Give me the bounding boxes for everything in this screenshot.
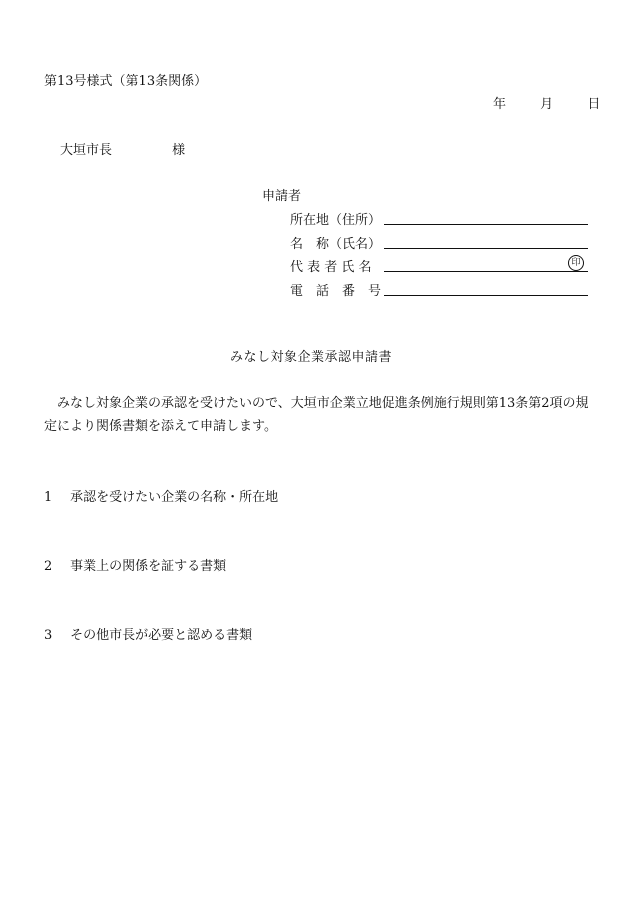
list-item [44,555,226,574]
body-text [44,392,594,438]
item-number: 2 [44,559,53,574]
item-text: 承認を受けたい企業の名称・所在地 [70,490,279,505]
field-address-label: 所在地（住所） [290,213,382,228]
field-address [290,209,384,228]
field-representative [290,256,581,275]
form-number: 第13号様式（第13条関係） [44,74,208,89]
date-line [493,93,600,112]
body-paragraph: みなし対象企業の承認を受けたいので、大垣市企業立地促進条例施行規則第13条第2項の規定により関係書類を添えて申請します。 [44,396,589,434]
field-name-line[interactable] [384,248,588,249]
list-item [44,486,278,505]
date-month: 月 [540,97,554,112]
addressee-name: 大垣市長 [60,143,113,158]
field-name [290,233,384,252]
seal-mark: 印 [568,255,584,271]
field-representative-label: 代 表 者 氏 名 [290,260,372,275]
list-item [44,624,252,643]
item-number: 1 [44,490,53,505]
field-phone-line[interactable] [384,295,588,296]
applicant-label: 申請者 [262,189,302,204]
addressee [60,139,185,158]
field-name-label: 名 称（氏名） [290,237,382,252]
field-representative-line[interactable] [384,271,588,272]
field-phone-label: 電 話 番 号 [290,284,382,299]
item-number: 3 [44,628,53,643]
item-text: 事業上の関係を証する書類 [70,559,227,574]
item-text: その他市長が必要と認める書類 [70,628,253,643]
field-address-line[interactable] [384,224,588,225]
document-title: みなし対象企業承認申請書 [230,350,393,365]
field-phone [290,280,384,299]
addressee-honorific: 様 [172,143,186,158]
date-year: 年 [493,97,507,112]
date-day: 日 [587,97,601,112]
